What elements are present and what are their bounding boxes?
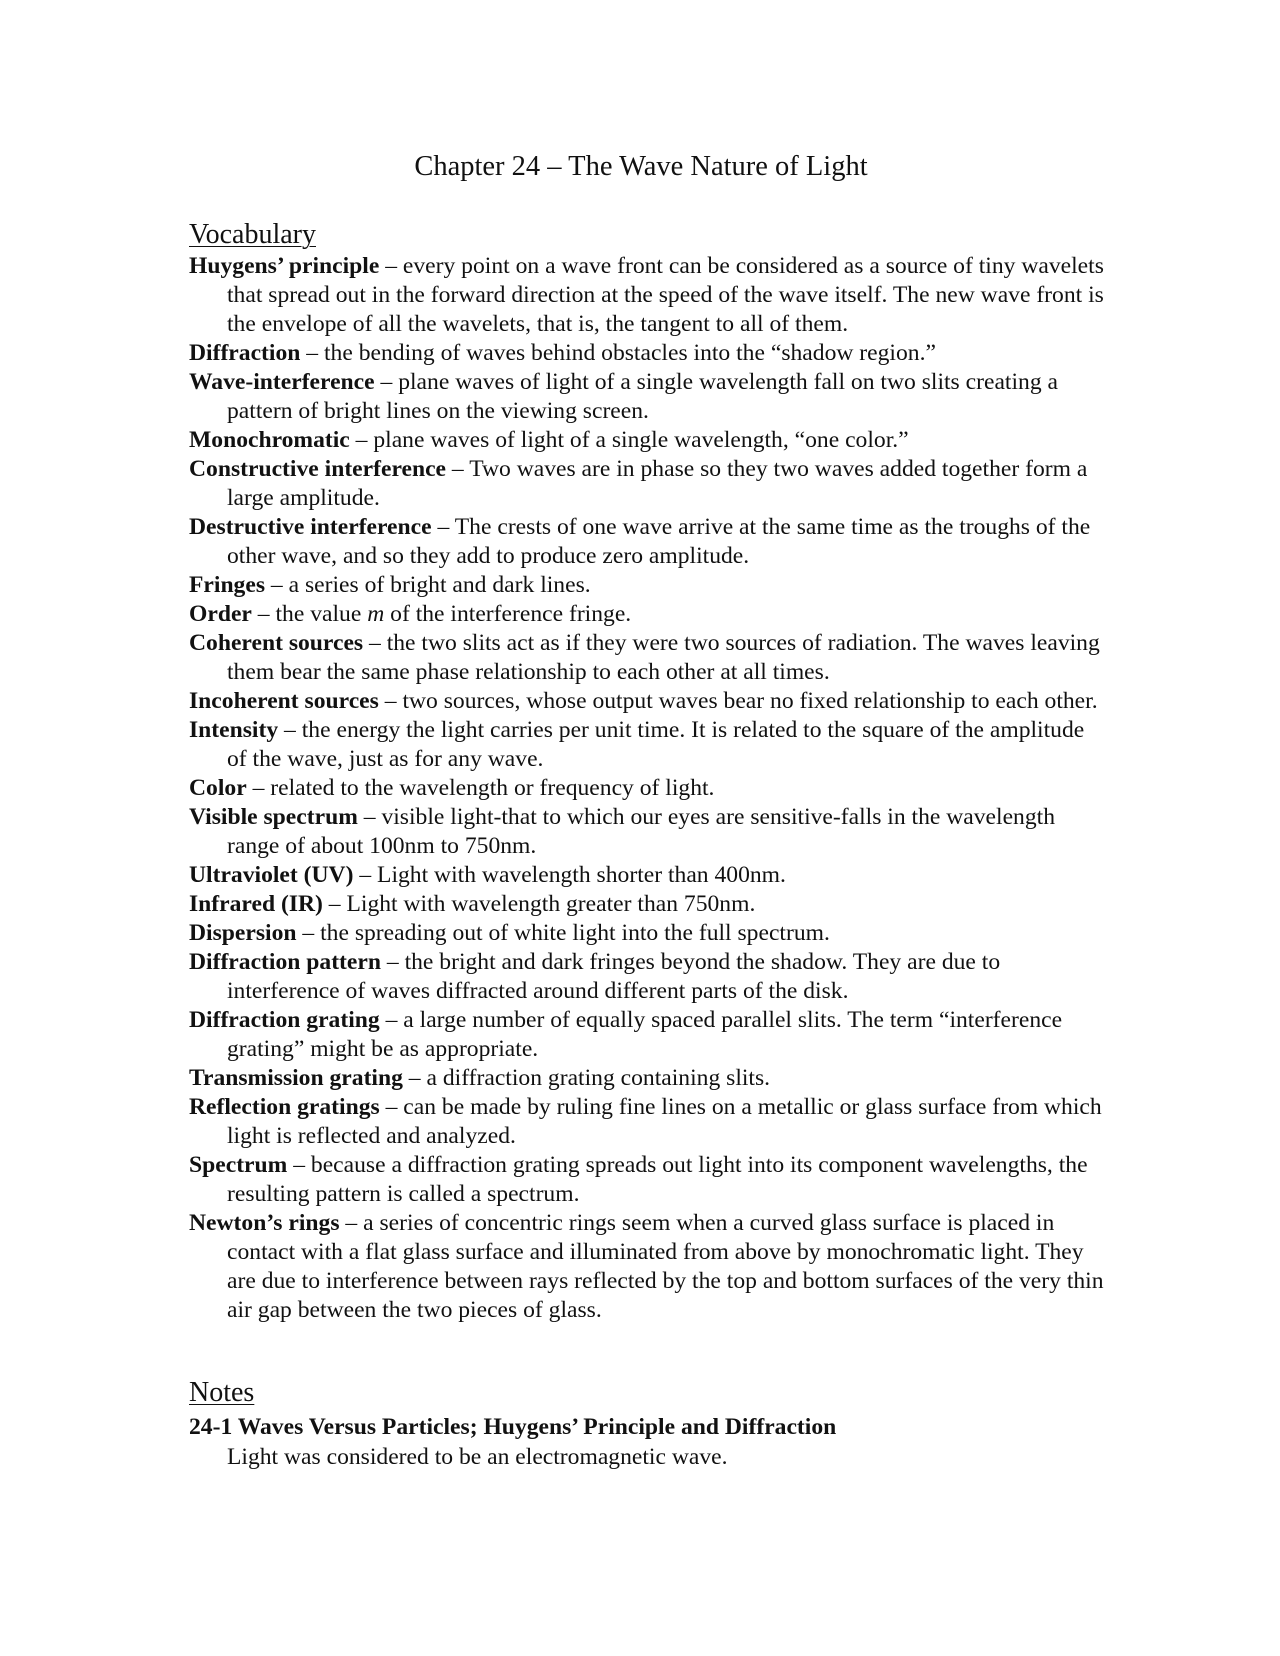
vocab-definition: – every point on a wave front can be considered as a source of tiny wavelets that spread out in the forward direction at the speed of the wave itself. The new wave front is the envelope of all the wavelets, that is, the tangent to all of them. — [227, 253, 1104, 337]
vocab-term: Newton’s rings — [189, 1210, 340, 1236]
vocab-term: Intensity — [189, 717, 279, 743]
vocab-entry-constructive-interference — [189, 455, 1109, 513]
notes-heading: Notes — [189, 1377, 255, 1408]
vocab-entry-coherent-sources — [189, 629, 1109, 687]
notes-paragraph: Light was considered to be an electromagnetic wave. — [227, 1444, 728, 1470]
vocab-definition: – plane waves of light of a single wavelength fall on two slits creating a pattern of bright lines on the viewing screen. — [227, 369, 1058, 424]
vocab-entry-huygens-principle — [189, 252, 1109, 339]
vocab-term: Color — [189, 775, 247, 801]
vocab-entry-fringes — [189, 571, 1109, 600]
vocab-entry-diffraction-grating — [189, 1006, 1109, 1064]
vocab-term: Infrared (IR) — [189, 891, 323, 917]
vocab-term: Spectrum — [189, 1152, 288, 1178]
variable-m: m — [367, 601, 385, 627]
vocab-definition: – two sources, whose output waves bear no fixed relationship to each other. — [378, 688, 1098, 714]
vocab-term: Ultraviolet (UV) — [189, 862, 354, 888]
vocab-entry-dispersion — [189, 919, 1109, 948]
vocab-term: Dispersion — [189, 920, 297, 946]
vocab-term: Huygens’ principle — [189, 253, 380, 279]
vocab-definition: – because a diffraction grating spreads out light into its component wavelengths, the resulting pattern is called a spectrum. — [227, 1152, 1088, 1207]
vocab-definition: – The crests of one wave arrive at the same time as the troughs of the other wave, and so they add to produce zero amplitude. — [227, 514, 1091, 569]
page-title: Chapter 24 – The Wave Nature of Light — [414, 151, 868, 182]
notes-section-title: 24-1 Waves Versus Particles; Huygens’ Principle and Diffraction — [189, 1414, 837, 1440]
vocab-entry-ultraviolet — [189, 861, 1109, 890]
vocab-entry-spectrum — [189, 1151, 1109, 1209]
vocab-definition: – the spreading out of white light into the full spectrum. — [296, 920, 830, 946]
vocab-term: Coherent sources — [189, 630, 364, 656]
vocab-definition: – a series of concentric rings seem when a curved glass surface is placed in contact with a flat glass surface and illuminated from above by monochromatic light. They are due to interference between rays reflected by the top and bottom surfaces of the very thin air gap between the two pieces of glass. — [227, 1210, 1104, 1323]
vocab-entry-monochromatic — [189, 426, 1109, 455]
vocab-definition: – the energy the light carries per unit time. It is related to the square of the amplitude of the wave, just as for any wave. — [227, 717, 1085, 772]
vocab-entry-diffraction-pattern — [189, 948, 1109, 1006]
vocab-definition-start: – the value — [251, 601, 368, 627]
vocab-term: Transmission grating — [189, 1065, 403, 1091]
vocab-term: Diffraction pattern — [189, 949, 381, 975]
vocab-term: Diffraction — [189, 340, 301, 366]
vocab-definition: – the bright and dark fringes beyond the shadow. They are due to interference of waves diffracted around different parts of the disk. — [227, 949, 1001, 1004]
vocab-entry-incoherent-sources — [189, 687, 1109, 716]
vocab-definition: – Two waves are in phase so they two waves added together form a large amplitude. — [227, 456, 1088, 511]
vocab-entry-transmission-grating — [189, 1064, 1109, 1093]
vocab-entry-intensity — [189, 716, 1109, 774]
vocabulary-heading: Vocabulary — [189, 219, 316, 250]
vocab-term: Diffraction grating — [189, 1007, 380, 1033]
vocab-entry-color — [189, 774, 1109, 803]
vocab-definition: – plane waves of light of a single wavelength, “one color.” — [349, 427, 909, 453]
vocab-term: Visible spectrum — [189, 804, 358, 830]
vocab-term: Fringes — [189, 572, 266, 598]
vocabulary-list — [189, 252, 1109, 1325]
vocab-definition-end: of the interference fringe. — [384, 601, 632, 627]
vocab-entry-reflection-gratings — [189, 1093, 1109, 1151]
vocab-term: Incoherent sources — [189, 688, 379, 714]
vocab-entry-wave-interference — [189, 368, 1109, 426]
vocab-entry-infrared — [189, 890, 1109, 919]
vocab-definition: – Light with wavelength shorter than 400nm. — [353, 862, 786, 888]
vocab-term: Reflection gratings — [189, 1094, 380, 1120]
vocab-entry-destructive-interference — [189, 513, 1109, 571]
vocab-term: Constructive interference — [189, 456, 447, 482]
vocab-definition: – a diffraction grating containing slits. — [402, 1065, 771, 1091]
vocab-term: Destructive interference — [189, 514, 432, 540]
vocab-definition: – a large number of equally spaced parallel slits. The term “interference grating” might be as appropriate. — [227, 1007, 1063, 1062]
vocab-definition: – can be made by ruling fine lines on a metallic or glass surface from which light is reflected and analyzed. — [227, 1094, 1102, 1149]
vocab-term: Wave-interference — [189, 369, 375, 395]
vocab-entry-diffraction — [189, 339, 1109, 368]
vocab-term: Monochromatic — [189, 427, 350, 453]
vocab-definition: – the bending of waves behind obstacles into the “shadow region.” — [300, 340, 936, 366]
vocab-definition: – related to the wavelength or frequency of light. — [246, 775, 715, 801]
vocab-definition: – visible light-that to which our eyes are sensitive-falls in the wavelength range of about 100nm to 750nm. — [227, 804, 1056, 859]
vocab-entry-order — [189, 600, 1109, 629]
vocab-entry-visible-spectrum — [189, 803, 1109, 861]
vocab-entry-newtons-rings — [189, 1209, 1109, 1325]
vocab-definition: – Light with wavelength greater than 750nm. — [322, 891, 756, 917]
vocab-term: Order — [189, 601, 252, 627]
vocab-definition: – the two slits act as if they were two sources of radiation. The waves leaving them bear the same phase relationship to each other at all times. — [227, 630, 1100, 685]
vocab-definition: – a series of bright and dark lines. — [265, 572, 591, 598]
